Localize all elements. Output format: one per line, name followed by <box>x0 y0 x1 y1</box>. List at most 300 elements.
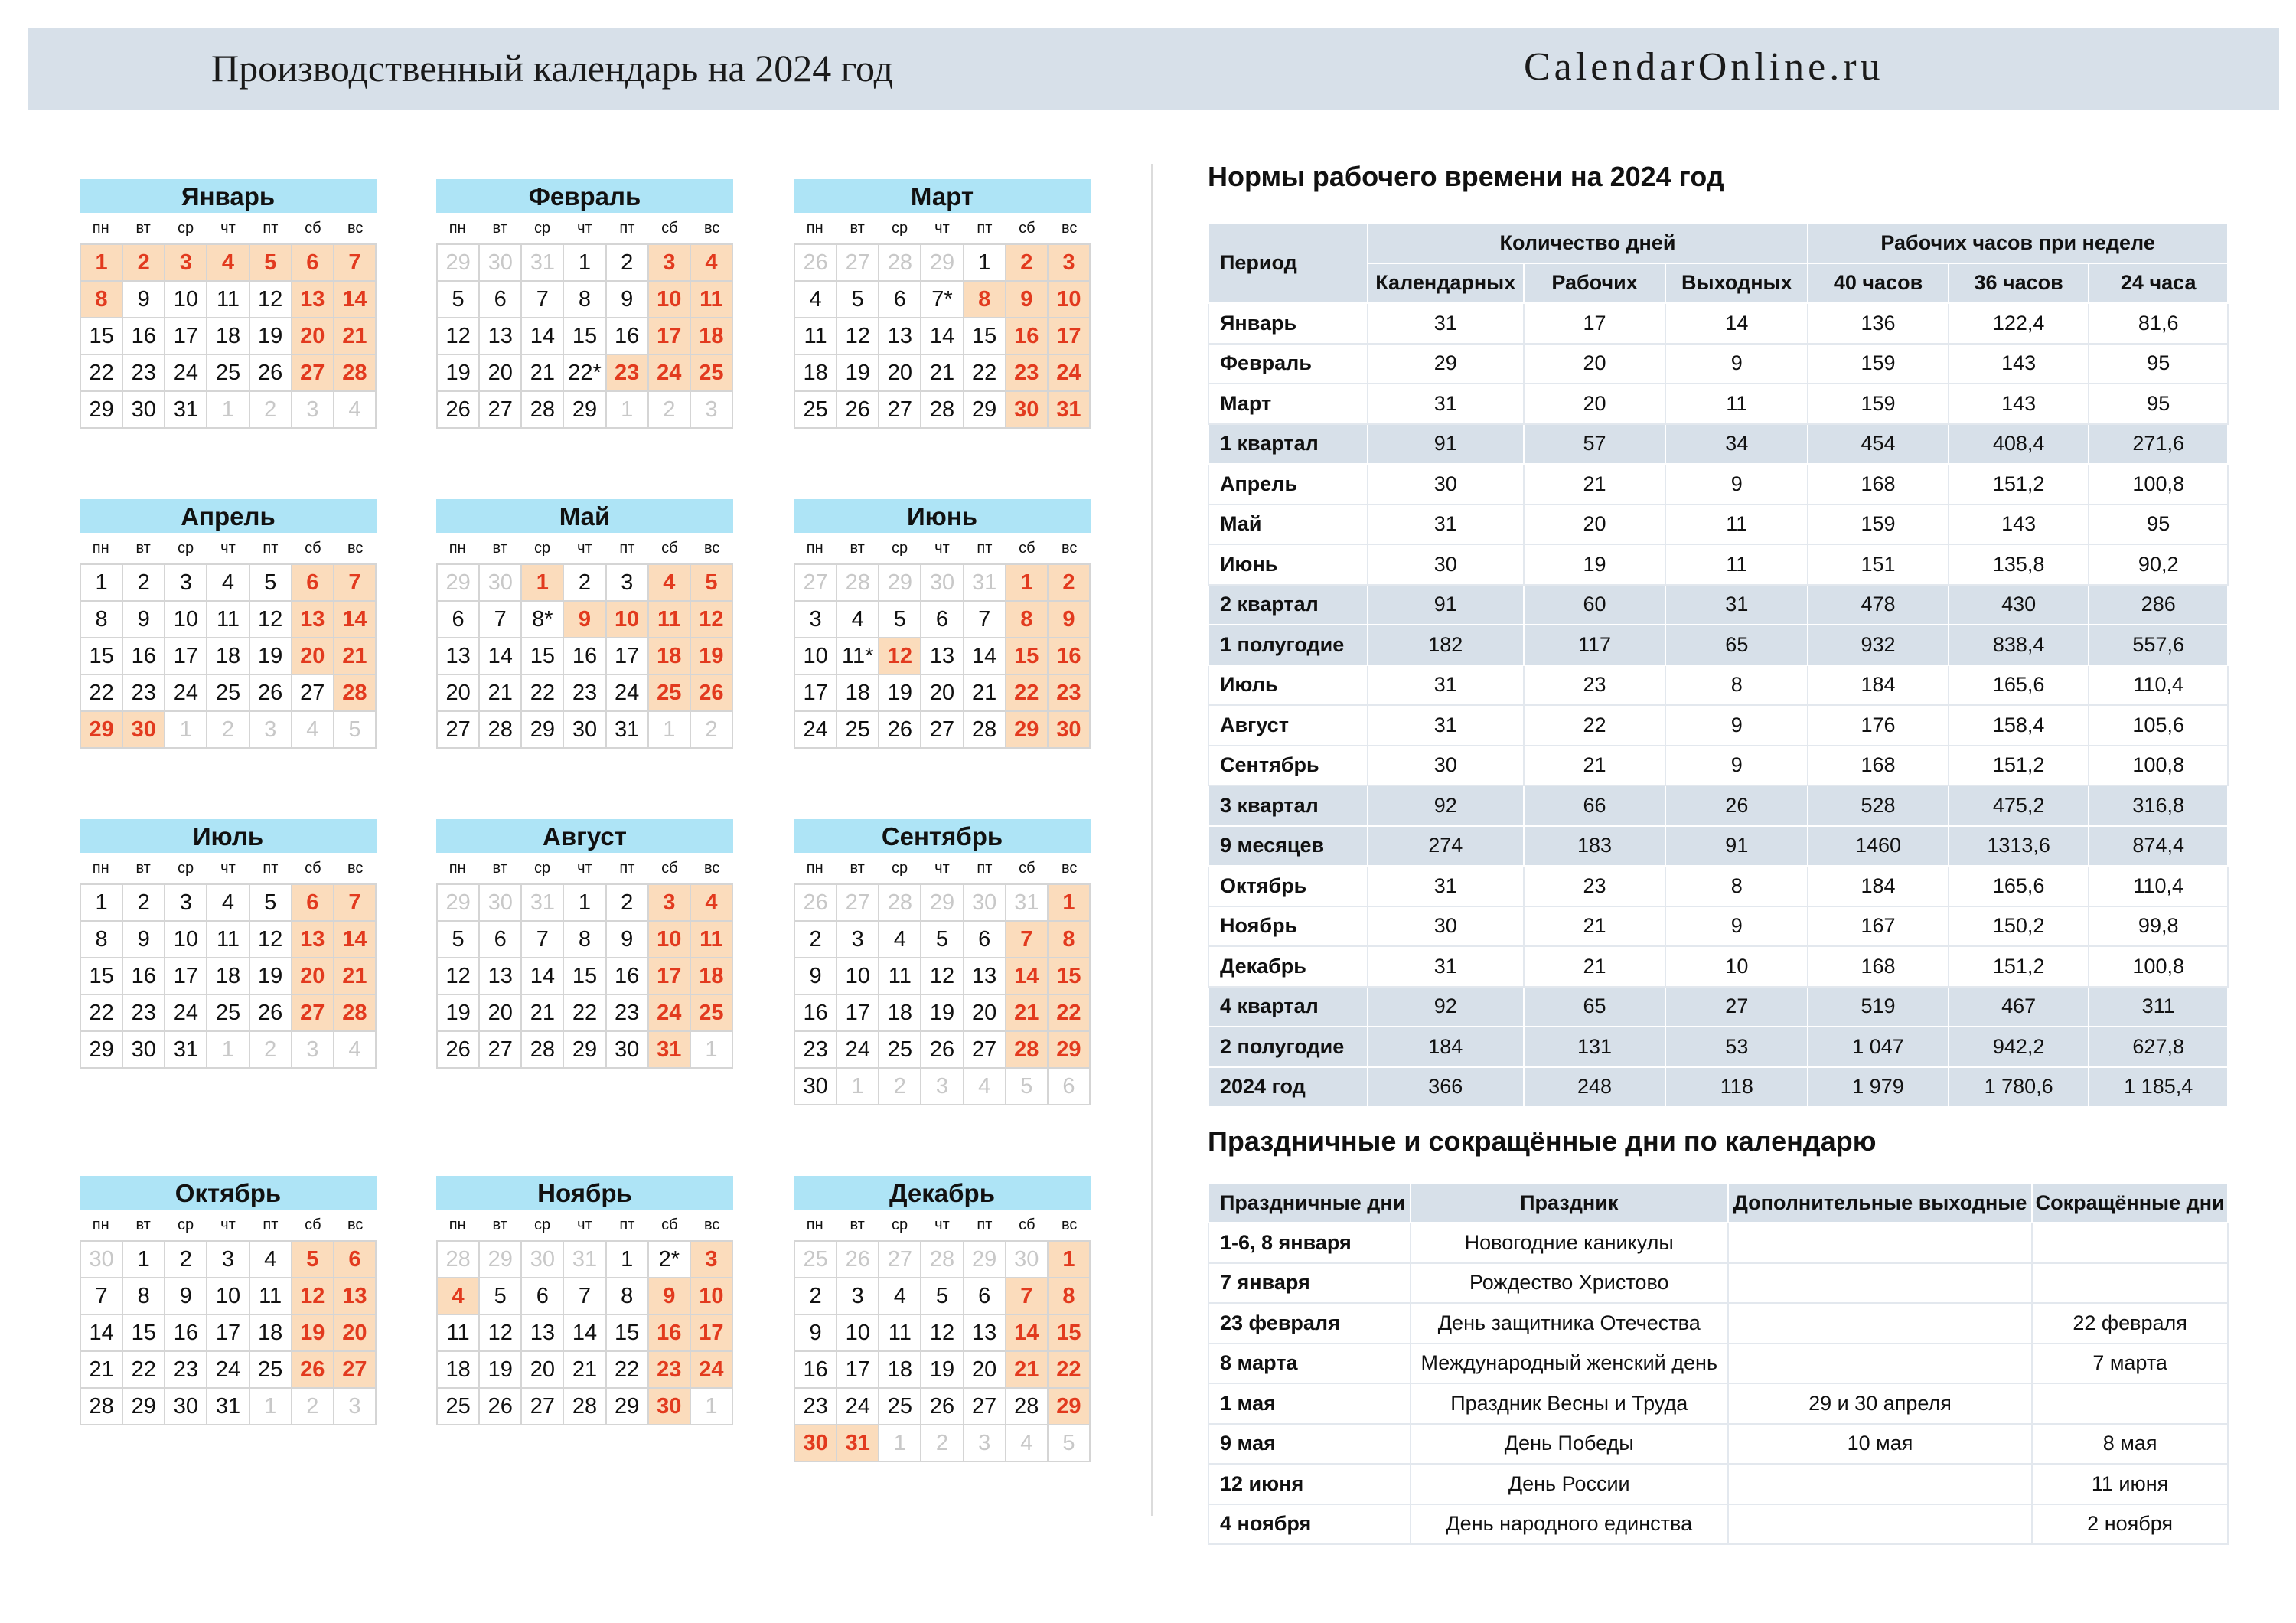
value-cell: 168 <box>1808 746 1949 786</box>
table-row <box>1208 625 2228 665</box>
day-cell: 2 <box>165 1242 207 1278</box>
day-cell-holiday: 20 <box>292 638 334 675</box>
table-row <box>1208 1263 2228 1304</box>
day-cell: 17 <box>165 638 207 675</box>
day-cell: 3 <box>165 885 207 922</box>
day-cell: 27 <box>964 1389 1006 1425</box>
table-row <box>1208 1383 2228 1424</box>
day-cell-holiday: 4 <box>649 565 691 602</box>
day-cell: 20 <box>879 355 921 392</box>
day-cell: 18 <box>207 958 249 995</box>
day-cell-holiday: 23 <box>649 1352 691 1389</box>
day-cell-holiday: 10 <box>1049 282 1091 318</box>
weekday-label: ср <box>177 1216 194 1233</box>
day-cell-holiday: 8 <box>1006 602 1049 638</box>
days-grid <box>80 243 377 429</box>
day-cell: 11 <box>207 922 249 958</box>
day-cell: 14 <box>564 1315 606 1352</box>
month-calendar <box>794 819 1091 1105</box>
day-cell: 6 <box>438 602 480 638</box>
value-cell: 151 <box>1808 544 1949 585</box>
period-cell: 1 полугодие <box>1208 625 1368 665</box>
day-cell: 25 <box>795 392 837 429</box>
day-cell-holiday: 30 <box>123 712 165 749</box>
day-cell-holiday: 6 <box>292 565 334 602</box>
day-cell-other-month: 2 <box>691 712 733 749</box>
day-cell: 31 <box>607 712 649 749</box>
day-cell-other-month: 27 <box>837 245 879 282</box>
day-cell-other-month: 2 <box>250 1032 292 1069</box>
day-cell: 19 <box>250 638 292 675</box>
day-cell: 13 <box>480 318 522 355</box>
value-cell: 110,4 <box>2089 866 2228 906</box>
period-cell: Май <box>1208 505 1368 545</box>
day-cell-other-month: 3 <box>964 1425 1006 1462</box>
day-cell: 26 <box>879 712 921 749</box>
holiday-cell <box>1728 1263 2033 1304</box>
day-cell: 26 <box>250 675 292 712</box>
day-cell-holiday: 28 <box>334 995 377 1032</box>
weekday-label: вт <box>492 1216 507 1233</box>
day-cell-holiday: 9 <box>1049 602 1091 638</box>
page-title: Производственный календарь на 2024 год <box>211 47 894 90</box>
weekday-label: сб <box>661 220 678 237</box>
day-cell-holiday: 31 <box>1049 392 1091 429</box>
value-cell: 9 <box>1665 906 1808 947</box>
day-cell-other-month: 28 <box>837 565 879 602</box>
day-cell: 13 <box>921 638 964 675</box>
weekday-label: сб <box>1019 860 1035 877</box>
value-cell: 9 <box>1665 705 1808 746</box>
value-cell: 136 <box>1808 303 1949 344</box>
value-cell: 184 <box>1368 1027 1524 1067</box>
day-cell: 26 <box>837 392 879 429</box>
day-cell-holiday: 20 <box>292 318 334 355</box>
value-cell: 95 <box>2089 344 2228 384</box>
month-calendar <box>436 819 733 1069</box>
value-cell: 151,2 <box>1949 464 2089 505</box>
weekday-label: вт <box>135 540 151 557</box>
holiday-cell <box>1728 1303 2033 1344</box>
holiday-date-cell: 12 июня <box>1208 1464 1411 1504</box>
day-cell-holiday: 29 <box>1006 712 1049 749</box>
day-cell-holiday: 9 <box>564 602 606 638</box>
table-row <box>1208 946 2228 987</box>
value-cell: 159 <box>1808 344 1949 384</box>
weekday-label: чт <box>934 540 950 557</box>
day-cell: 15 <box>81 318 123 355</box>
day-cell-holiday: 19 <box>292 1315 334 1352</box>
day-cell-holiday: 15 <box>1049 1315 1091 1352</box>
day-cell-other-month: 29 <box>438 565 480 602</box>
value-cell: 942,2 <box>1949 1027 2089 1067</box>
day-cell: 18 <box>879 1352 921 1389</box>
day-cell-holiday: 21 <box>334 958 377 995</box>
holiday-cell: 10 мая <box>1728 1424 2033 1465</box>
holiday-date-cell: 7 января <box>1208 1263 1411 1304</box>
day-cell: 18 <box>795 355 837 392</box>
days-grid <box>80 883 377 1069</box>
day-cell-other-month: 29 <box>964 1242 1006 1278</box>
weekday-label: пн <box>448 540 466 557</box>
month-calendar <box>794 179 1091 429</box>
day-cell: 25 <box>207 995 249 1032</box>
day-cell: 18 <box>837 675 879 712</box>
weekday-row <box>436 853 733 883</box>
day-cell: 10 <box>207 1278 249 1315</box>
day-cell: 19 <box>480 1352 522 1389</box>
day-cell: 18 <box>207 318 249 355</box>
day-cell-holiday: 28 <box>334 355 377 392</box>
day-cell: 8 <box>81 602 123 638</box>
holiday-cell: 8 мая <box>2032 1424 2228 1465</box>
day-cell-holiday: 12 <box>879 638 921 675</box>
table-row <box>1208 826 2228 867</box>
holiday-cell <box>2032 1223 2228 1263</box>
weekday-label: сб <box>1019 540 1035 557</box>
day-cell: 16 <box>607 958 649 995</box>
month-calendar <box>794 499 1091 749</box>
day-cell-other-month: 5 <box>334 712 377 749</box>
day-cell-other-month: 3 <box>921 1069 964 1105</box>
day-cell-other-month: 27 <box>795 565 837 602</box>
table-row <box>1208 303 2228 344</box>
day-cell: 1 <box>123 1242 165 1278</box>
value-cell: 165,6 <box>1949 665 2089 706</box>
holidays-title: Праздничные и сокращённые дни по календарю <box>1208 1125 1877 1157</box>
day-cell: 29 <box>81 1032 123 1069</box>
day-cell: 13 <box>522 1315 564 1352</box>
weekday-label: вт <box>135 1216 151 1233</box>
day-cell: 8 <box>123 1278 165 1315</box>
day-cell-holiday: 14 <box>334 282 377 318</box>
day-cell-other-month: 2 <box>207 712 249 749</box>
day-cell: 25 <box>837 712 879 749</box>
day-cell: 23 <box>123 355 165 392</box>
value-cell: 143 <box>1949 344 2089 384</box>
day-cell-other-month: 1 <box>207 392 249 429</box>
weekday-label: вс <box>1062 540 1078 557</box>
day-cell-other-month: 1 <box>207 1032 249 1069</box>
weekday-row <box>794 533 1091 563</box>
day-cell: 3 <box>837 922 879 958</box>
day-cell: 22 <box>81 675 123 712</box>
day-cell: 13 <box>438 638 480 675</box>
holiday-date-cell: 8 марта <box>1208 1344 1411 1384</box>
day-cell-other-month: 5 <box>1006 1069 1049 1105</box>
weekday-label: сб <box>305 220 321 237</box>
holiday-date-cell: 9 мая <box>1208 1424 1411 1465</box>
weekday-label: вт <box>850 860 865 877</box>
days-grid <box>80 1240 377 1425</box>
day-cell-other-month: 3 <box>691 392 733 429</box>
day-cell: 18 <box>207 638 249 675</box>
day-cell: 20 <box>522 1352 564 1389</box>
value-cell: 11 <box>1665 544 1808 585</box>
day-cell-holiday: 28 <box>334 675 377 712</box>
day-cell-holiday: 21 <box>1006 995 1049 1032</box>
holiday-cell <box>2032 1383 2228 1424</box>
day-cell: 12 <box>250 602 292 638</box>
weekday-label: пн <box>448 860 466 877</box>
holiday-cell <box>1728 1504 2033 1545</box>
month-calendar <box>436 1176 733 1425</box>
holiday-cell <box>1728 1464 2033 1504</box>
day-cell: 2 <box>607 885 649 922</box>
day-cell: 31 <box>165 392 207 429</box>
days-grid <box>436 563 733 749</box>
day-cell: 22 <box>81 355 123 392</box>
day-cell: 7 <box>964 602 1006 638</box>
table-row <box>1208 705 2228 746</box>
weekday-label: пт <box>263 860 279 877</box>
day-cell-holiday: 7 <box>1006 1278 1049 1315</box>
table-row <box>1208 344 2228 384</box>
period-cell: Ноябрь <box>1208 906 1368 947</box>
table-row <box>1208 424 2228 465</box>
value-cell: 1 780,6 <box>1949 1067 2089 1108</box>
day-cell: 28 <box>921 392 964 429</box>
day-cell: 29 <box>564 1032 606 1069</box>
day-cell-holiday: 1 <box>1006 565 1049 602</box>
value-cell: 1 185,4 <box>2089 1067 2228 1108</box>
day-cell: 27 <box>292 675 334 712</box>
day-cell: 24 <box>607 675 649 712</box>
holiday-cell: 2 ноября <box>2032 1504 2228 1545</box>
value-cell: 117 <box>1524 625 1666 665</box>
norms-subheader: 36 часов <box>1949 263 2089 304</box>
day-cell: 15 <box>607 1315 649 1352</box>
holidays-header: Сокращённые дни <box>2032 1183 2228 1223</box>
day-cell: 10 <box>165 282 207 318</box>
value-cell: 31 <box>1368 946 1524 987</box>
day-cell: 26 <box>438 1032 480 1069</box>
value-cell: 1 979 <box>1808 1067 1949 1108</box>
day-cell-other-month: 30 <box>81 1242 123 1278</box>
day-cell: 29 <box>564 392 606 429</box>
day-cell: 2 <box>607 245 649 282</box>
holiday-date-cell: 4 ноября <box>1208 1504 1411 1545</box>
day-cell: 14 <box>964 638 1006 675</box>
day-cell-holiday: 30 <box>1006 392 1049 429</box>
value-cell: 874,4 <box>2089 826 2228 867</box>
day-cell: 18 <box>438 1352 480 1389</box>
weekday-label: пт <box>977 860 993 877</box>
day-cell-holiday: 7 <box>334 885 377 922</box>
day-cell-holiday: 21 <box>334 638 377 675</box>
day-cell-holiday: 29 <box>1049 1389 1091 1425</box>
day-cell-other-month: 28 <box>879 245 921 282</box>
weekday-label: ср <box>533 220 551 237</box>
day-cell: 13 <box>879 318 921 355</box>
day-cell-other-month: 27 <box>879 1242 921 1278</box>
day-cell-holiday: 31 <box>837 1425 879 1462</box>
table-row <box>1208 866 2228 906</box>
weekday-label: чт <box>577 540 592 557</box>
value-cell: 167 <box>1808 906 1949 947</box>
day-cell: 4 <box>207 565 249 602</box>
period-cell: Февраль <box>1208 344 1368 384</box>
day-cell: 14 <box>921 318 964 355</box>
day-cell: 17 <box>207 1315 249 1352</box>
value-cell: 30 <box>1368 544 1524 585</box>
value-cell: 60 <box>1524 585 1666 625</box>
holiday-cell <box>1728 1344 2033 1384</box>
holiday-cell: 7 марта <box>2032 1344 2228 1384</box>
value-cell: 53 <box>1665 1027 1808 1067</box>
day-cell-holiday: 18 <box>691 318 733 355</box>
table-row <box>1208 906 2228 947</box>
weekday-label: вс <box>347 1216 364 1233</box>
weekday-label: ср <box>177 220 194 237</box>
day-cell-holiday: 8 <box>1049 1278 1091 1315</box>
norms-header-days: Количество дней <box>1368 223 1808 263</box>
day-cell-other-month: 30 <box>921 565 964 602</box>
weekday-label: пт <box>263 1216 279 1233</box>
day-cell: 2 <box>795 922 837 958</box>
day-cell: 15 <box>522 638 564 675</box>
day-cell: 17 <box>837 995 879 1032</box>
day-cell: 5 <box>250 565 292 602</box>
day-cell-holiday: 25 <box>691 355 733 392</box>
site-name[interactable]: CalendarOnline.ru <box>1524 45 1884 89</box>
day-cell: 23 <box>564 675 606 712</box>
day-cell: 19 <box>921 995 964 1032</box>
month-title: Апрель <box>80 499 377 533</box>
day-cell: 5 <box>480 1278 522 1315</box>
day-cell: 28 <box>564 1389 606 1425</box>
day-cell-holiday: 11 <box>691 922 733 958</box>
days-grid <box>80 563 377 749</box>
day-cell: 19 <box>438 355 480 392</box>
value-cell: 20 <box>1524 505 1666 545</box>
day-cell: 25 <box>879 1389 921 1425</box>
value-cell: 557,6 <box>2089 625 2228 665</box>
day-cell-other-month: 1 <box>607 392 649 429</box>
day-cell: 21 <box>564 1352 606 1389</box>
value-cell: 65 <box>1524 987 1666 1027</box>
holidays-header: Праздничные дни <box>1208 1183 1411 1223</box>
day-cell: 11 <box>250 1278 292 1315</box>
month-calendar <box>436 499 733 749</box>
value-cell: 95 <box>2089 505 2228 545</box>
weekday-label: пн <box>92 540 109 557</box>
holiday-cell: 22 февраля <box>2032 1303 2228 1344</box>
weekday-label: чт <box>934 220 950 237</box>
month-title: Июль <box>80 819 377 853</box>
value-cell: 151,2 <box>1949 746 2089 786</box>
day-cell: 5 <box>438 922 480 958</box>
day-cell: 17 <box>837 1352 879 1389</box>
day-cell-other-month: 2 <box>921 1425 964 1462</box>
day-cell: 8 <box>564 922 606 958</box>
day-cell: 6 <box>522 1278 564 1315</box>
day-cell-other-month: 30 <box>480 245 522 282</box>
day-cell-holiday: 6 <box>334 1242 377 1278</box>
day-cell: 19 <box>250 958 292 995</box>
holiday-cell: День народного единства <box>1411 1504 1728 1545</box>
holidays-header: Дополнительные выходные <box>1728 1183 2033 1223</box>
weekday-row <box>80 853 377 883</box>
day-cell: 24 <box>837 1032 879 1069</box>
day-cell: 12 <box>438 958 480 995</box>
day-cell-other-month: 30 <box>480 565 522 602</box>
day-cell-holiday: 10 <box>649 922 691 958</box>
day-cell: 9 <box>123 282 165 318</box>
day-cell: 8* <box>522 602 564 638</box>
day-cell: 31 <box>207 1389 249 1425</box>
table-row <box>1208 505 2228 545</box>
day-cell-holiday: 7 <box>334 245 377 282</box>
holidays-table <box>1208 1182 2229 1545</box>
day-cell-other-month: 29 <box>438 885 480 922</box>
day-cell: 25 <box>879 1032 921 1069</box>
day-cell: 22 <box>564 995 606 1032</box>
day-cell-holiday: 17 <box>649 318 691 355</box>
value-cell: 8 <box>1665 866 1808 906</box>
day-cell: 21 <box>921 355 964 392</box>
holiday-cell: День России <box>1411 1464 1728 1504</box>
table-row <box>1208 585 2228 625</box>
day-cell: 3 <box>207 1242 249 1278</box>
weekday-label: чт <box>220 1216 236 1233</box>
day-cell: 3 <box>607 565 649 602</box>
day-cell: 11* <box>837 638 879 675</box>
weekday-label: ср <box>533 540 551 557</box>
weekday-label: вт <box>850 540 865 557</box>
day-cell-holiday: 14 <box>1006 1315 1049 1352</box>
day-cell: 2* <box>649 1242 691 1278</box>
day-cell-other-month: 31 <box>564 1242 606 1278</box>
value-cell: 20 <box>1524 384 1666 424</box>
day-cell: 21 <box>522 355 564 392</box>
day-cell-holiday: 27 <box>292 995 334 1032</box>
day-cell-holiday: 18 <box>649 638 691 675</box>
value-cell: 105,6 <box>2089 705 2228 746</box>
day-cell: 2 <box>123 565 165 602</box>
weekday-row <box>80 533 377 563</box>
weekday-row <box>80 213 377 243</box>
value-cell: 19 <box>1524 544 1666 585</box>
value-cell: 90,2 <box>2089 544 2228 585</box>
period-cell: 2 полугодие <box>1208 1027 1368 1067</box>
value-cell: 838,4 <box>1949 625 2089 665</box>
day-cell: 12 <box>480 1315 522 1352</box>
value-cell: 27 <box>1665 987 1808 1027</box>
day-cell: 29 <box>522 712 564 749</box>
day-cell: 19 <box>438 995 480 1032</box>
day-cell: 21 <box>480 675 522 712</box>
weekday-label: вт <box>135 860 151 877</box>
value-cell: 31 <box>1368 866 1524 906</box>
day-cell-other-month: 28 <box>879 885 921 922</box>
day-cell-holiday: 24 <box>691 1352 733 1389</box>
value-cell: 26 <box>1665 785 1808 826</box>
weekday-label: чт <box>220 540 236 557</box>
day-cell: 24 <box>207 1352 249 1389</box>
value-cell: 91 <box>1665 826 1808 867</box>
weekday-label: чт <box>934 860 950 877</box>
period-cell: 9 месяцев <box>1208 826 1368 867</box>
month-title: Июнь <box>794 499 1091 533</box>
period-cell: Апрель <box>1208 464 1368 505</box>
day-cell-holiday: 26 <box>292 1352 334 1389</box>
value-cell: 100,8 <box>2089 946 2228 987</box>
day-cell: 6 <box>921 602 964 638</box>
day-cell: 11 <box>207 602 249 638</box>
day-cell: 26 <box>438 392 480 429</box>
value-cell: 9 <box>1665 344 1808 384</box>
